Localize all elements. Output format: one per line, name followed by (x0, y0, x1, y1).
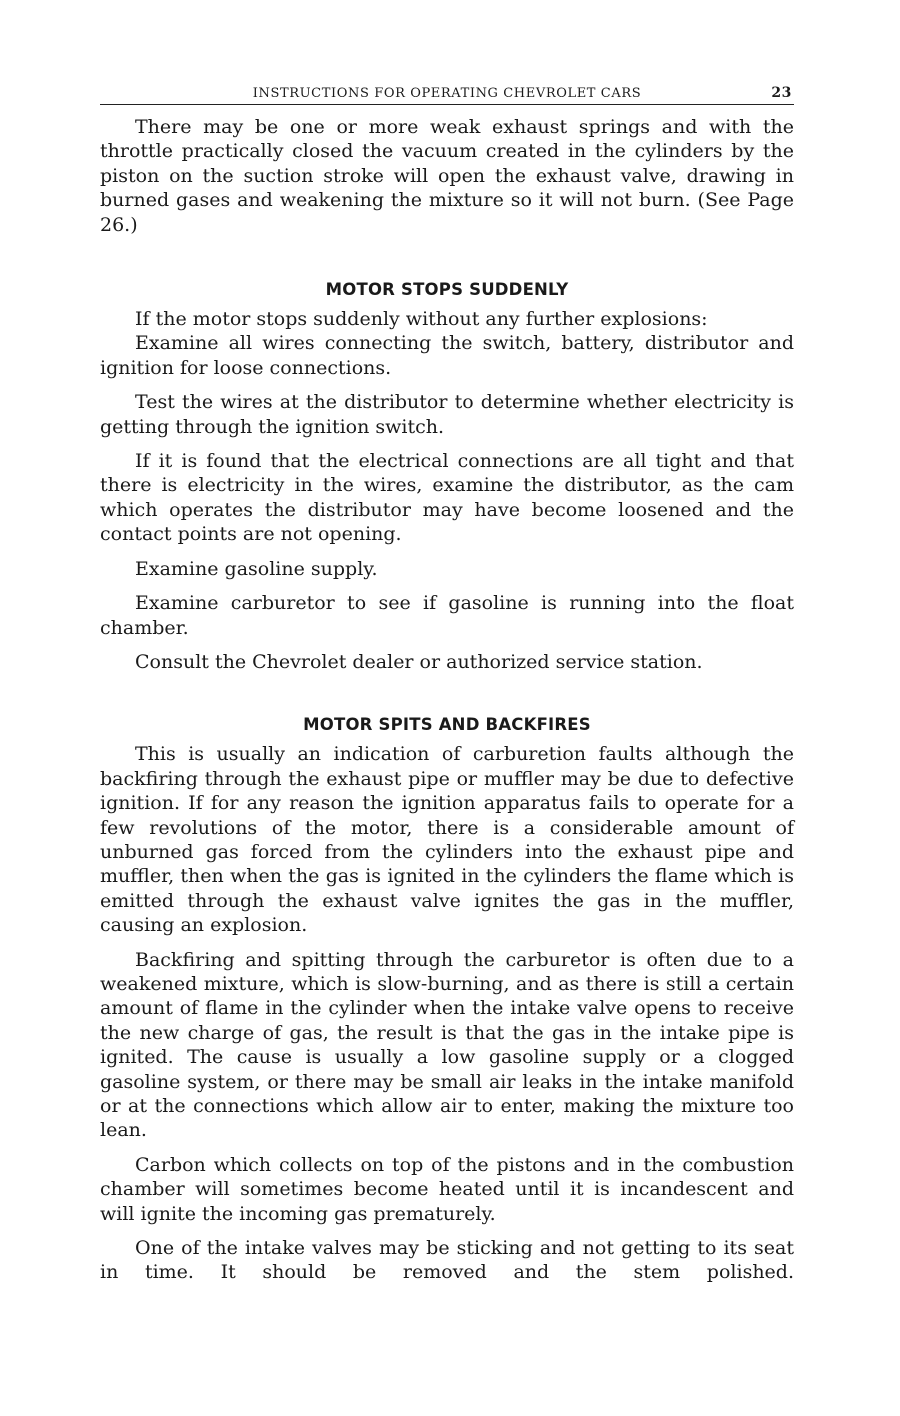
paragraph: Backfiring and spitting through the carburetor is often due to a weakened mixture, which is slow-burning, and as there is still a certain amount of flame in the cylinder when the intake valve opens to receive the new charge of gas, the result is that the gas in the intake pipe is ignited. The cause is usually a low gasoline supply or a clogged gasoline system, or there may be small air leaks in the intake manifold or at the connections which allow air to enter, making the mixture too lean. (100, 948, 794, 1142)
paragraph: Test the wires at the distributor to determine whether electricity is getting through the ignition switch. (100, 391, 794, 438)
paragraph: Carbon which collects on top of the pistons and in the combustion chamber will sometimes become heated until it is incandescent and will ignite the incoming gas prematurely. (100, 1153, 794, 1225)
paragraph: If the motor stops suddenly without any further explosions: (135, 308, 708, 331)
paragraph: Examine gasoline supply. (135, 557, 378, 580)
book-page (100, 82, 794, 1285)
section-heading-motor-stops: MOTOR STOPS SUDDENLY (325, 280, 569, 300)
page-number: 23 (771, 85, 792, 101)
paragraph: Examine carburetor to see if gasoline is running into the float chamber. (100, 592, 794, 639)
intro-paragraph: There may be one or more weak exhaust springs and with the throttle practically closed the vacuum created in the cylinders by the piston on the suction stroke will open the exhaust valve, drawing in burned gases and weakening the mixture so it will not burn. (See Page 26.) (100, 116, 794, 236)
section-motor-stops (100, 307, 794, 674)
paragraph: If it is found that the electrical connections are all tight and that there is electricity in the wires, examine the distributor, as the cam which operates the distributor may have become loosened and the contact points are not opening. (100, 450, 794, 546)
running-title: INSTRUCTIONS FOR OPERATING CHEVROLET CARS (252, 86, 642, 101)
running-header (100, 82, 794, 105)
section-heading-spits-backfires: MOTOR SPITS AND BACKFIRES (303, 715, 591, 735)
paragraph: This is usually an indication of carburetion faults although the backfiring through the exhaust pipe or muffler may be due to defective ignition. If for any reason the ignition apparatus fails to operate for a few revolutions of the motor, there is a considerable amount of unburned gas forced from the cylinders into the exhaust pipe and muffler, then when the gas is ignited in the cylinders the flame which is emitted through the exhaust valve ignites the gas in the muffler, causing an explosion. (100, 743, 794, 937)
paragraph: Consult the Chevrolet dealer or authorized service station. (135, 650, 703, 673)
paragraph: One of the intake valves may be sticking and not getting to its seat in time. It should be removed and the stem polished. (100, 1237, 794, 1284)
paragraph: Examine all wires connecting the switch, battery, distributor and ignition for loose connections. (100, 332, 794, 379)
section-spits-backfires (100, 742, 794, 1285)
